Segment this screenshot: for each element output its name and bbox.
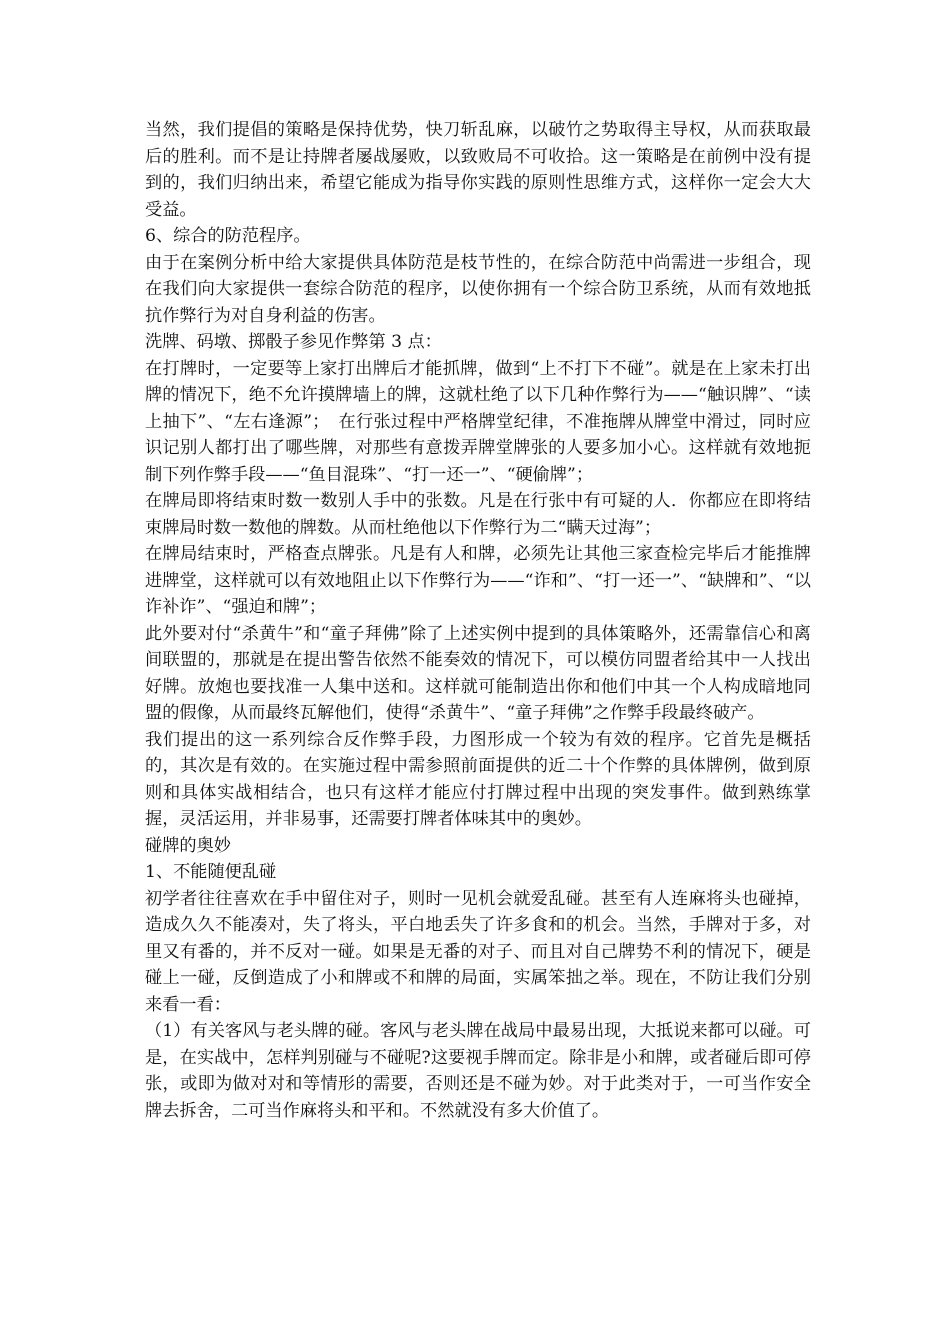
subsection-heading-1: 1、不能随便乱碰 [145,862,277,882]
paragraph-count-tiles: 在牌局即将结束时数一数别人手中的张数。凡是在行张中有可疑的人．你都应在即将结束牌局时数一数他的牌数。从而杜绝他以下作弊行为二“瞒天过海”； [145,491,811,538]
paragraph-beginner-pung: 初学者往往喜欢在手中留住对子，则时一见机会就爱乱碰。甚至有人连麻将头也碰掉，造成久久不能凑对，失了将头，平白地丢失了许多食和的机会。当然，手牌对于多，对里又有番的，并不反对一碰。如果是无番的对子、而且对自己牌势不利的情况下，硬是碰上一碰，反倒造成了小和牌或不和牌的局面，实属笨拙之举。现在，不防让我们分别来看一看： [145,888,811,1015]
paragraph-strategy-summary: 当然，我们提倡的策略是保持优势，快刀斩乱麻，以破竹之势取得主导权，从而获取最后的胜利。而不是让持牌者屡战屡败，以致败局不可收拾。这一策略是在前例中没有提到的，我们归纳出来，希望它能成为指导你实践的原则性思维方式，这样你一定会大大受益。 [145,120,811,220]
section-heading-6: 6、综合的防范程序。 [145,226,311,246]
section-heading-pung: 碰牌的奥妙 [145,835,231,856]
document-body [145,117,811,1124]
paragraph-draw-rules: 在打牌时，一定要等上家打出牌后才能抓牌，做到“上不打下不碰”。就是在上家未打出牌的情况下，绝不允许摸牌墙上的牌，这就杜绝了以下几种作弊行为——“触识牌”、“读上抽下”、“左右逢源”； 在行张过程中严格牌堂纪律，不准拖牌从牌堂中滑过，同时应识记别人都打出了哪些牌，对那些有意拨弄牌堂牌张的人要多加小心。这样就有效地扼制下列作弊手段——“鱼目混珠”、“打一还一”、“硬偷牌”； [145,358,811,485]
paragraph-intro-defense: 由于在案例分析中给大家提供具体防范是枝节性的，在综合防范中尚需进一步组合，现在我们向大家提供一套综合防范的程序，以使你拥有一个综合防卫系统，从而有效地抵抗作弊行为对自身利益的伤害。 [145,252,811,326]
paragraph-end-check: 在牌局结束时，严格查点牌张。凡是有人和牌，必须先让其他三家查检完毕后才能推牌进牌堂，这样就可以有效地阻止以下作弊行为——“诈和”、“打一还一”、“缺牌和”、“以诈补诈”、“强迫和牌”； [145,544,811,617]
paragraph-wind-terminal-pung: （1）有关客风与老头牌的碰。客风与老头牌在战局中最易出现，大抵说来都可以碰。可是，在实战中，怎样判别碰与不碰呢?这要视手牌而定。除非是小和牌，或者碰后即可停张，或即为做对对和等情形的需要，否则还是不碰为妙。对于此类对于，一可当作安全牌去拆舍，二可当作麻将头和平和。不然就没有多大价值了。 [145,1021,811,1121]
paragraph-alliance-counter: 此外要对付“杀黄牛”和“童子拜佛”除了上述实例中提到的具体策略外，还需靠信心和离间联盟的，那就是在提出警告依然不能奏效的情况下，可以模仿同盟者给其中一人找出好牌。放炮也要找准一人集中送和。这样就可能制造出你和他们中其一个人构成暗地同盟的假像，从而最终瓦解他们，使得“杀黄牛”、“童子拜佛”之作弊手段最终破产。 [145,623,811,723]
paragraph-shuffle-reference: 洗牌、码墩、掷骰子参见作弊第 3 点： [145,332,442,352]
paragraph-program-summary: 我们提出的这一系列综合反作弊手段，力图形成一个较为有效的程序。它首先是概括的，其次是有效的。在实施过程中需参照前面提供的近二十个作弊的具体牌例，做到原则和具体实战相结合，也只有这样才能应付打牌过程中出现的突发事件。做到熟练掌握，灵活运用，并非易事，还需要打牌者体味其中的奥妙。 [145,729,811,829]
